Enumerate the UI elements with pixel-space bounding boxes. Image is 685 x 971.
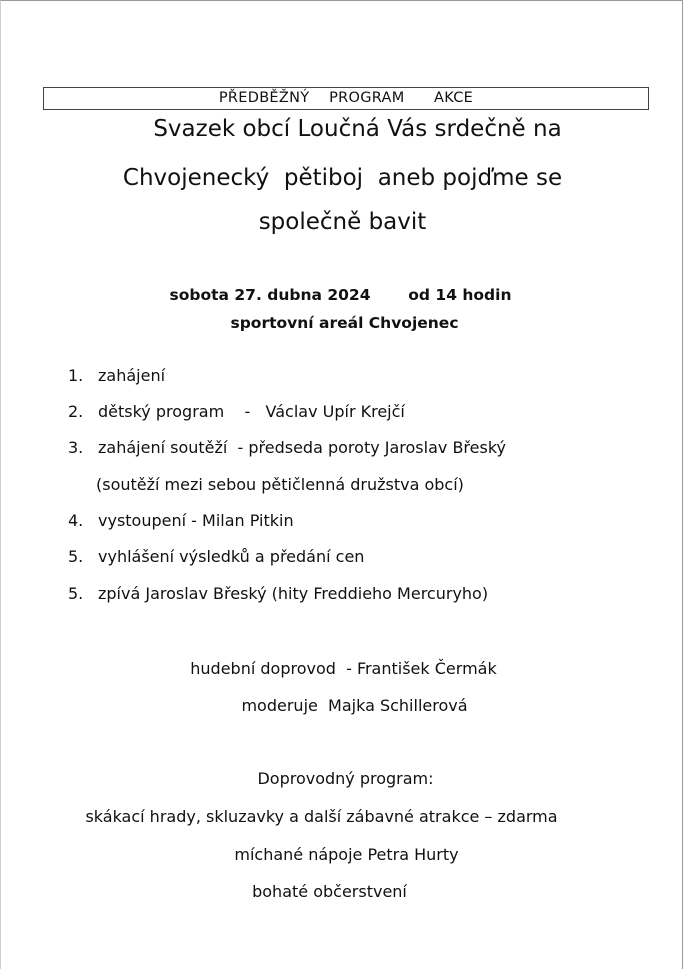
- program-item: vystoupení - Milan Pitkin: [98, 511, 294, 530]
- program-item-note: (soutěží mezi sebou pětičlenná družstva obcí): [96, 475, 464, 494]
- program-item-number: 5.: [68, 584, 84, 603]
- program-item-number: 5.: [68, 547, 84, 566]
- side-program-item: bohaté občerstvení: [252, 882, 407, 901]
- music-accompaniment: hudební doprovod - František Čermák: [190, 659, 497, 678]
- program-item-number: 4.: [68, 511, 84, 530]
- side-program-heading: Doprovodný program:: [257, 769, 434, 788]
- side-program-item: míchané nápoje Petra Hurty: [234, 845, 459, 864]
- program-item: zahájení soutěží - předseda poroty Jaroslav Břeský: [98, 438, 506, 457]
- program-item: zpívá Jaroslav Břeský (hity Freddieho Mercuryho): [98, 584, 489, 603]
- program-item-number: 3.: [68, 438, 84, 457]
- program-item: dětský program - Václav Upír Krejčí: [98, 402, 405, 421]
- program-item-number: 2.: [68, 402, 84, 421]
- title-line-2: Chvojenecký pětiboj aneb pojďme se: [122, 165, 563, 191]
- moderator: moderuje Majka Schillerová: [241, 696, 468, 715]
- date-line: sobota 27. dubna 2024 od 14 hodin: [169, 286, 512, 304]
- program-item: vyhlášení výsledků a předání cen: [98, 547, 365, 566]
- program-item: zahájení: [98, 366, 166, 385]
- side-program-item: skákací hrady, skluzavky a další zábavné atrakce – zdarma: [85, 807, 558, 826]
- venue-line: sportovní areál Chvojenec: [230, 314, 459, 332]
- preliminary-program-banner: PŘEDBĚŽNÝ PROGRAM AKCE: [43, 87, 649, 110]
- program-item-number: 1.: [68, 366, 84, 385]
- title-line-3: společně bavit: [258, 209, 427, 235]
- title-line-1: Svazek obcí Loučná Vás srdečně na: [153, 116, 562, 142]
